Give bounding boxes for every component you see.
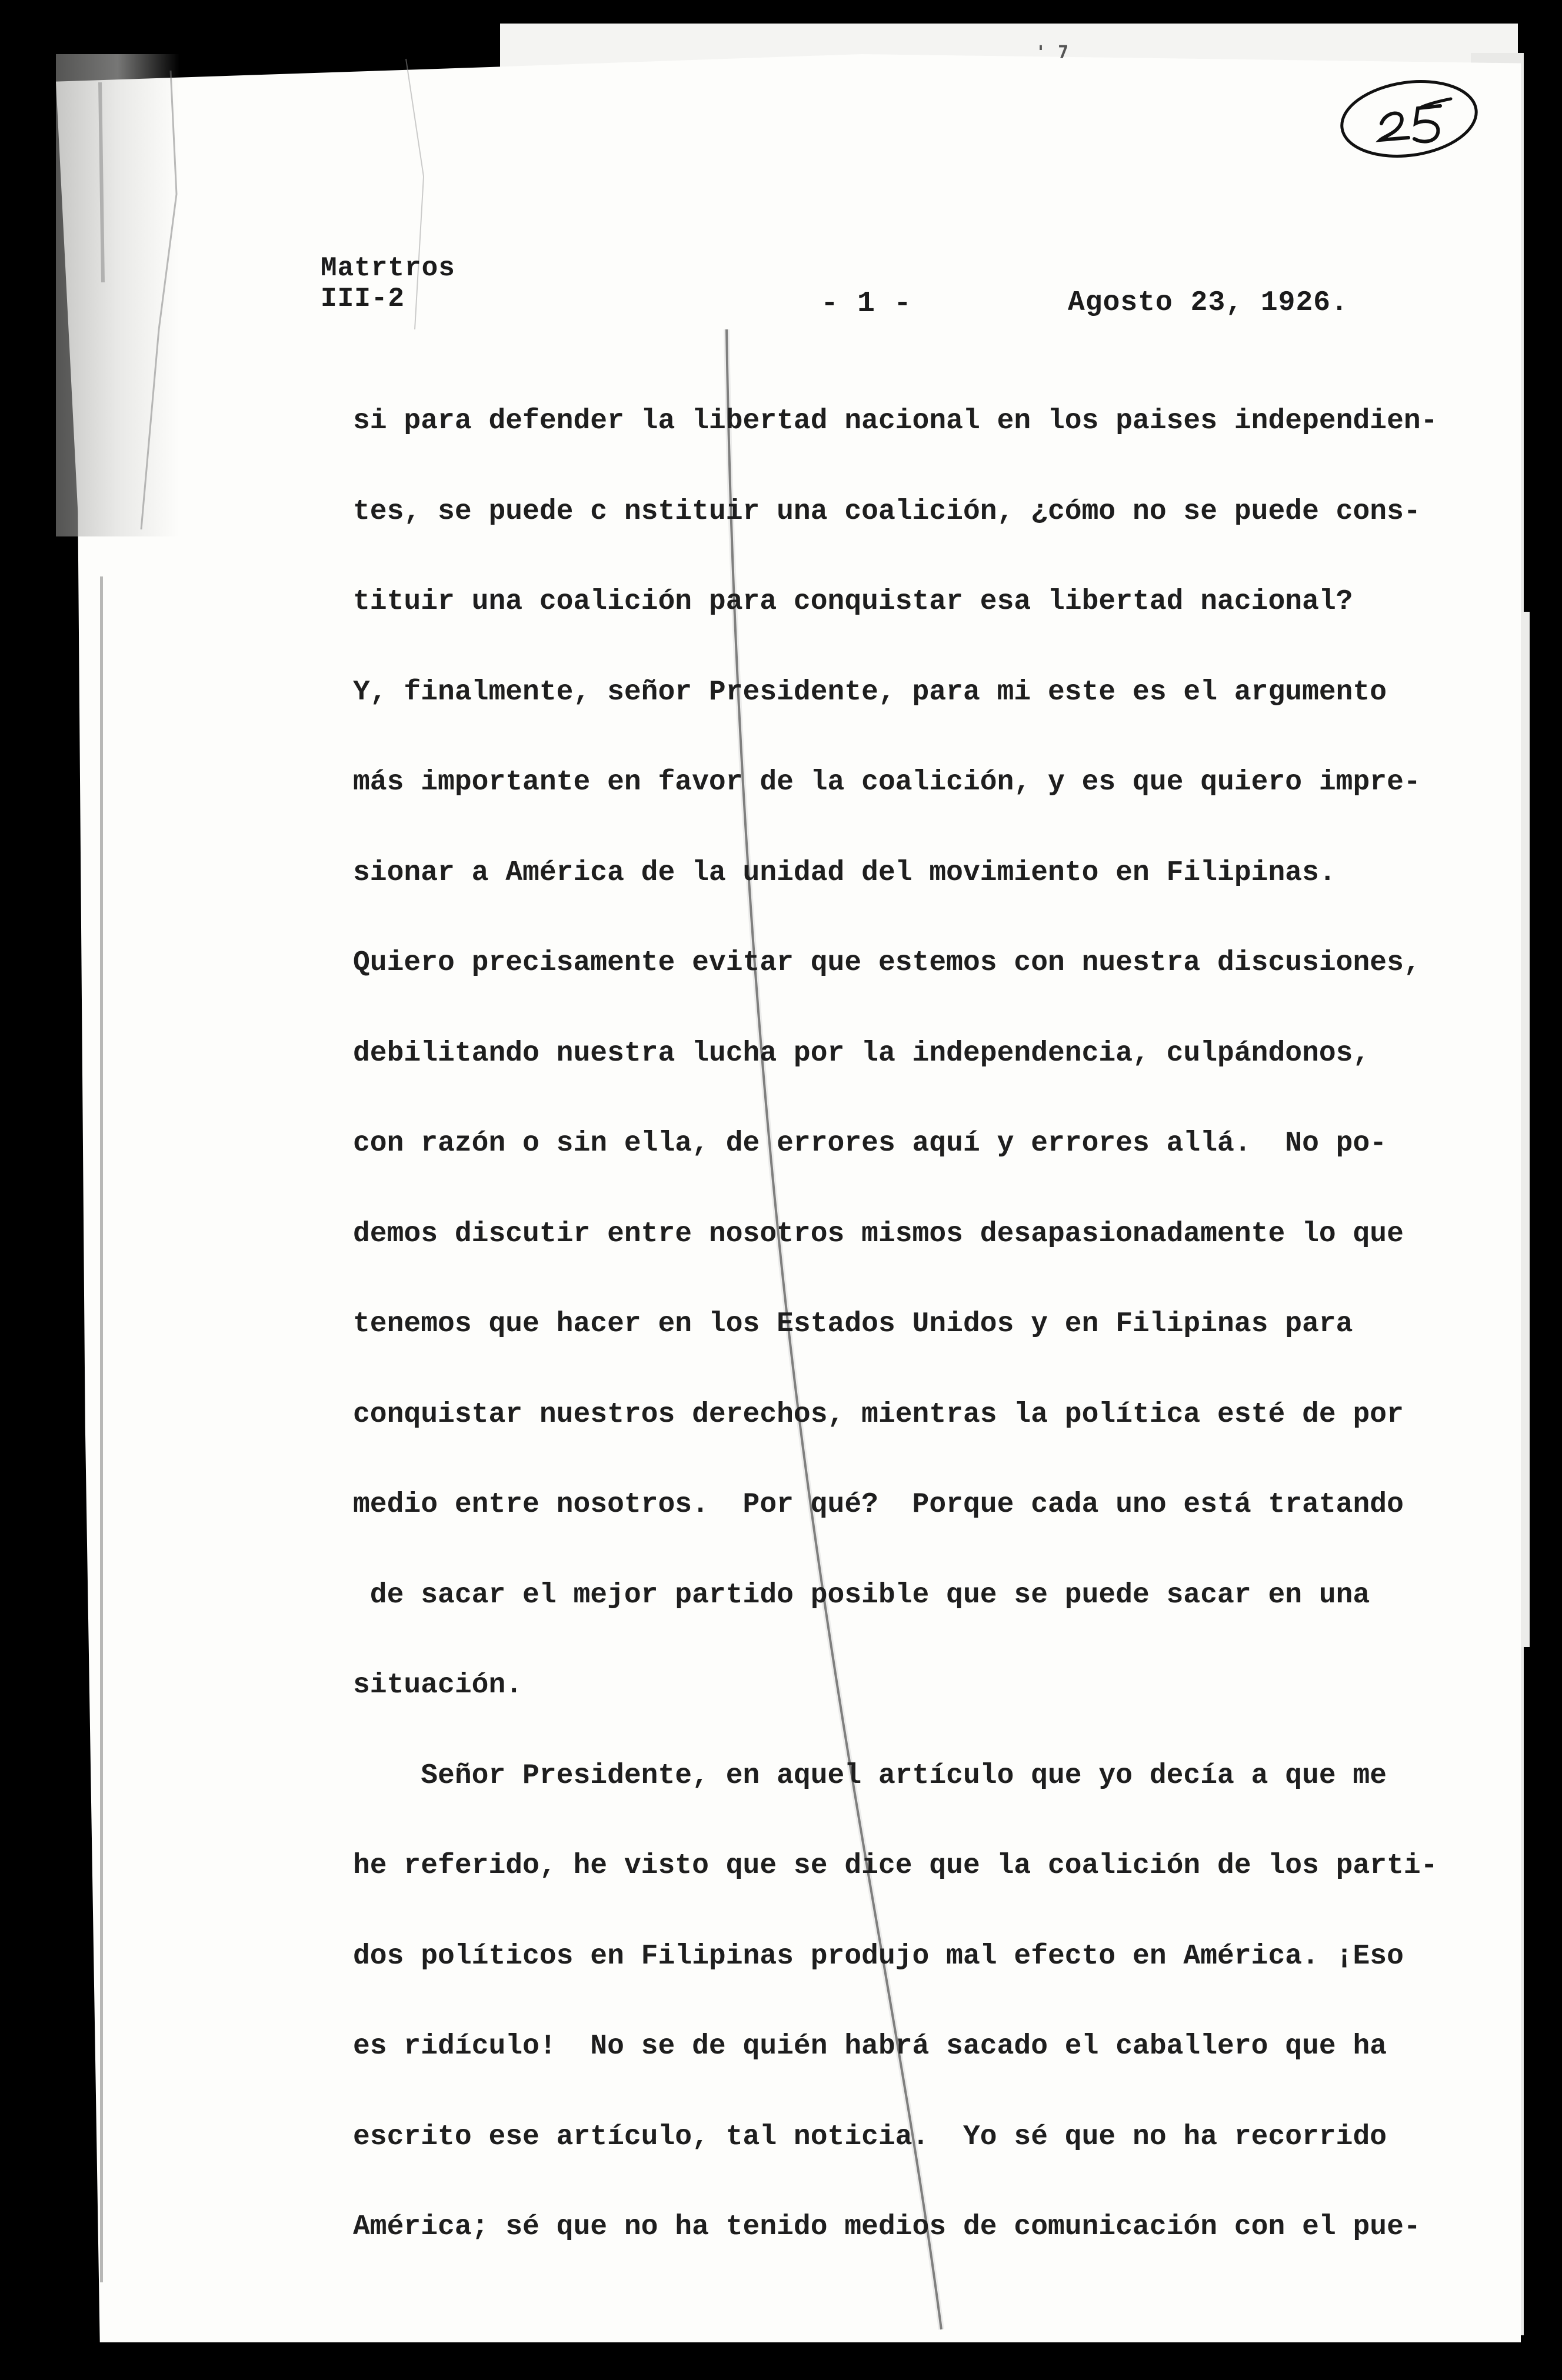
text-line: América; sé que no ha tenido medios de comunicación con el pue- (353, 2211, 1421, 2243)
transcript-body (353, 376, 1506, 2273)
text-line: Quiero precisamente evitar que estemos con nuestra discusiones, (353, 947, 1421, 979)
text-line: Señor Presidente, en aquel artículo que yo decía a que me (353, 1759, 1387, 1792)
text-line: tes, se puede c nstituir una coalición, ¿cómo no se puede cons- (353, 495, 1421, 528)
text-line: debilitando nuestra lucha por la independencia, culpándonos, (353, 1037, 1370, 1069)
text-line: dos políticos en Filipinas produjo mal efecto en América. ¡Eso (353, 1940, 1404, 1972)
page-number-stamp (1335, 72, 1483, 166)
text-line: medio entre nosotros. Por qué? Porque cada uno está tratando (353, 1489, 1404, 1521)
text-line: es ridículo! No se de quién habrá sacado el caballero que ha (353, 2031, 1387, 2062)
text-line: tituir una coalición para conquistar esa libertad nacional? (353, 586, 1353, 618)
top-marks: ' 7 (1035, 42, 1070, 63)
page-edge-line (100, 576, 103, 2282)
scan-shadow (56, 54, 179, 536)
file-code-line-2: III-2 (321, 284, 405, 314)
text-line: he referido, he visto que se dice que la coalición de los parti- (353, 1850, 1438, 1882)
text-line: demos discutir entre nosotros mismos desapasionadamente lo que (353, 1218, 1404, 1250)
text-line: Y, finalmente, señor Presidente, para mi este es el argumento (353, 676, 1387, 708)
text-line: con razón o sin ella, de errores aquí y errores allá. No po- (353, 1128, 1387, 1159)
text-line: tenemos que hacer en los Estados Unidos y en Filipinas para (353, 1308, 1353, 1340)
text-line: más importante en favor de la coalición, y es que quiero impre- (353, 766, 1421, 798)
file-code-line-1: Matrtros (321, 253, 455, 284)
text-line: conquistar nuestros derechos, mientras la política esté de por (353, 1398, 1404, 1431)
page-number: - 1 - (821, 287, 912, 321)
text-line: si para defender la libertad nacional en los paises independien- (353, 405, 1438, 437)
text-line: situación. (353, 1669, 523, 1701)
text-line: escrito ese artículo, tal noticia. Yo sé que no ha recorrido (353, 2121, 1387, 2153)
text-line: sionar a América de la unidad del movimiento en Filipinas. (353, 856, 1336, 889)
document-date: Agosto 23, 1926. (1068, 287, 1348, 319)
text-line: de sacar el mejor partido posible que se puede sacar en una (353, 1579, 1370, 1611)
